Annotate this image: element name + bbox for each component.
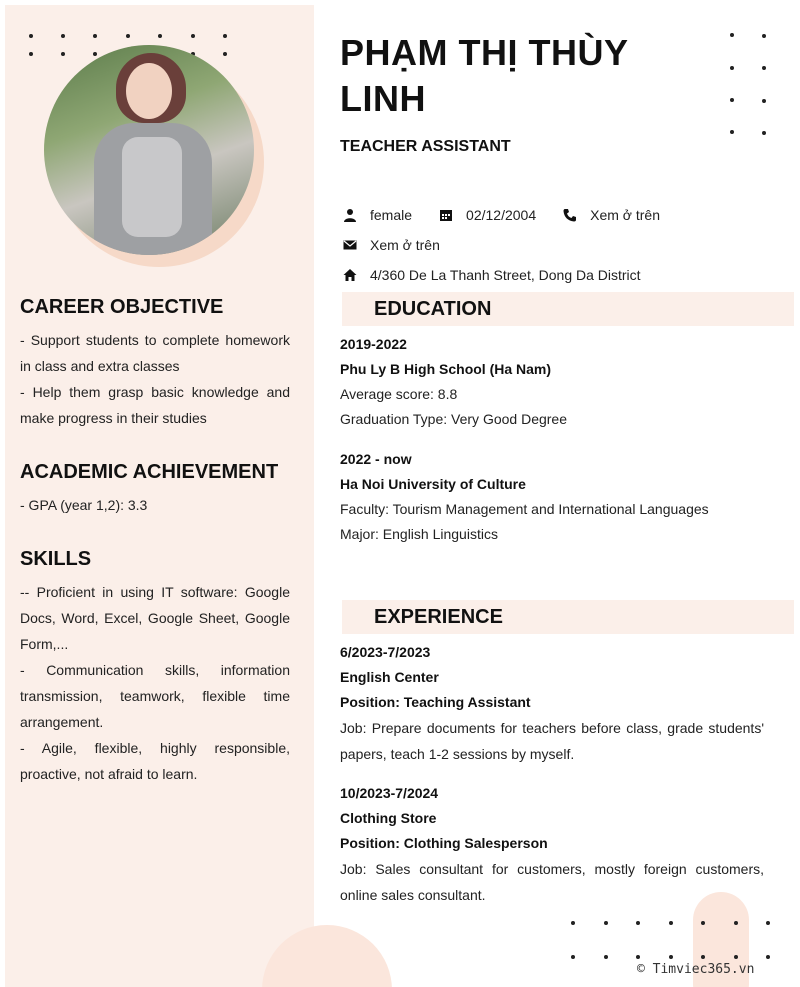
dob-value: 02/12/2004 — [466, 207, 537, 223]
career-objective-heading: CAREER OBJECTIVE — [20, 296, 224, 318]
experience-entry: 6/2023-7/2023 English Center Position: Teaching Assistant Job: Prepare documents for teachers before class, grade students' papers, teach 1-2 sessions by myself. — [340, 644, 764, 762]
address-value: 4/360 De La Thanh Street, Dong Da District — [370, 267, 641, 283]
watermark-footer: © Timviec365.vn — [637, 962, 755, 977]
contact-row-3 — [340, 265, 665, 285]
contact-row-2 — [340, 235, 464, 255]
academic-achievement-text: - GPA (year 1,2): 3.3 — [20, 497, 148, 513]
person-icon — [340, 205, 360, 225]
job-title: TEACHER ASSISTANT — [340, 138, 511, 155]
home-icon — [340, 265, 360, 285]
dot-pattern-top-right — [720, 0, 800, 140]
calendar-icon — [436, 205, 456, 225]
phone-icon — [560, 205, 580, 225]
career-objective-text: - Support students to complete homework in class and extra classes - Help them grasp basic knowledge and make progress in their studies — [20, 332, 290, 426]
experience-entry: 10/2023-7/2024 Clothing Store Position: Clothing Salesperson Job: Sales consultant for customers, mostly foreign customers, online sales consultant. — [340, 785, 764, 903]
experience-heading: EXPERIENCE — [374, 606, 503, 628]
dot-pattern-bottom-right — [560, 910, 790, 970]
education-entry: 2019-2022 Phu Ly B High School (Ha Nam) Average score: 8.8 Graduation Type: Very Good Degree — [340, 336, 567, 427]
skills-text: -- Proficient in using IT software: Google Docs, Word, Excel, Google Sheet, Google Form,... - Communication skills, information transmission, teamwork, flexible time arrangement. - Agile, flexible, highly responsible, proactive, not afraid to learn. — [20, 584, 290, 782]
education-entry: 2022 - now Ha Noi University of Culture Faculty: Tourism Management and International Languages Major: English Linguistics — [340, 451, 709, 542]
phone-value: Xem ở trên — [590, 207, 660, 223]
email-value: Xem ở trên — [370, 237, 440, 253]
candidate-name: PHẠM THỊ THÙY LINH — [340, 32, 628, 119]
experience-section-header — [342, 600, 794, 634]
education-section-header — [342, 292, 794, 326]
skills-heading: SKILLS — [20, 548, 92, 570]
email-icon — [340, 235, 360, 255]
gender-value: female — [370, 207, 413, 223]
contact-row-1 — [340, 205, 684, 225]
academic-achievement-heading: ACADEMIC ACHIEVEMENT — [20, 461, 279, 483]
education-heading: EDUCATION — [374, 298, 492, 320]
